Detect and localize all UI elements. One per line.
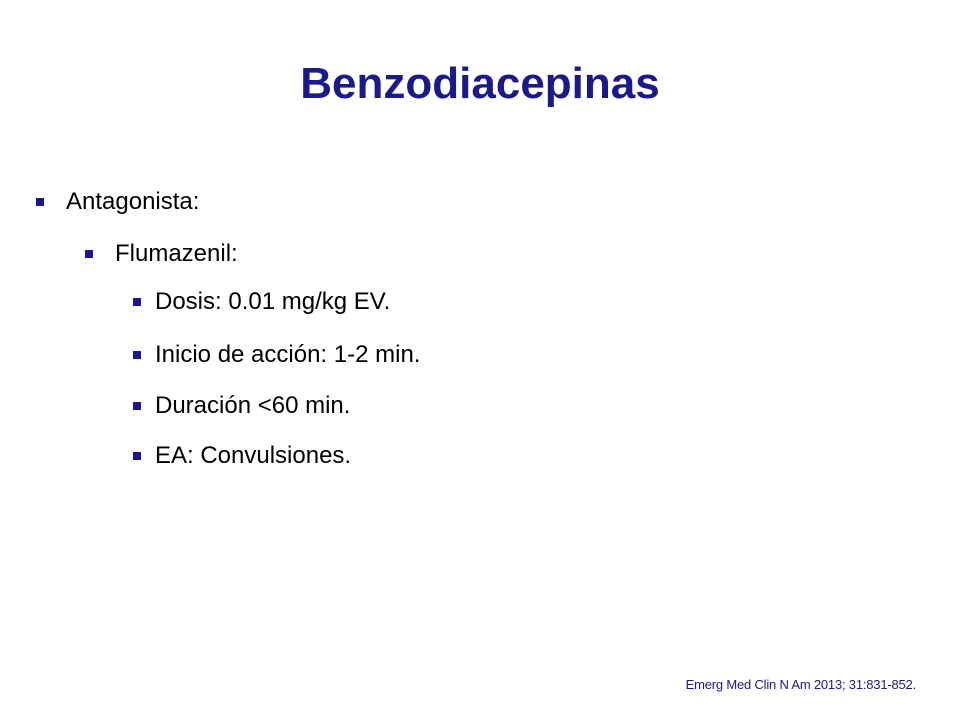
square-bullet-icon (133, 452, 141, 460)
square-bullet-icon (133, 351, 141, 359)
square-bullet-icon (85, 250, 93, 258)
bullet-text: EA: Convulsiones. (155, 442, 352, 469)
bullet-text: Duración <60 min. (155, 392, 351, 419)
square-bullet-icon (133, 402, 141, 410)
bullet-duracion (133, 390, 350, 422)
bullet-efectos-adversos (133, 440, 351, 472)
bullet-text: Antagonista: (66, 188, 200, 215)
bullet-flumazenil (85, 238, 238, 270)
bullet-antagonista (36, 186, 199, 218)
bullet-text: Dosis: 0.01 mg/kg EV. (155, 288, 391, 315)
square-bullet-icon (36, 198, 44, 206)
square-bullet-icon (133, 298, 141, 306)
citation: Emerg Med Clin N Am 2013; 31:831-852. (685, 677, 916, 692)
bullet-dosis (133, 286, 390, 318)
bullet-inicio-accion (133, 339, 420, 371)
bullet-text: Inicio de acción: 1-2 min. (155, 341, 421, 368)
slide-title: Benzodiacepinas (300, 59, 660, 108)
bullet-text: Flumazenil: (115, 240, 238, 267)
